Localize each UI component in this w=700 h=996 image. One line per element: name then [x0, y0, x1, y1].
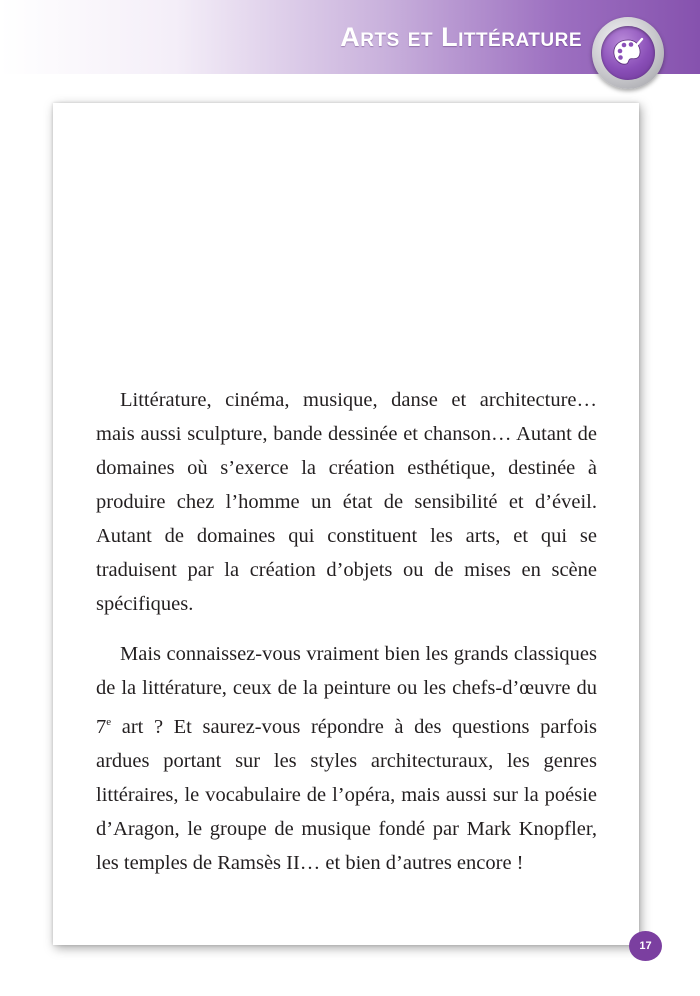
ordinal-superscript: e: [106, 716, 112, 728]
palette-icon: [609, 34, 647, 72]
paragraph-2-end: art ? Et saurez-vous répondre à des questions parfois ardues portant sur les styles architecturaux, les genres littéraires, le vocabulaire de l’opéra, mais aussi sur la poésie d’Aragon, le groupe de musique fondé par Mark Knopfler, les temples de Ramsès II… et bien d’autres encore !: [96, 715, 597, 874]
paragraph-2-start: Mais connaissez-vous vraiment bien les grands classiques de la littérature, ceux de la peinture ou les chefs-d’œuvre du 7: [96, 643, 597, 738]
intro-paragraph-2: [96, 637, 597, 880]
category-badge: [592, 17, 664, 89]
intro-paragraph-1: Littérature, cinéma, musique, danse et architecture… mais aussi sculpture, bande dessinée et chanson… Autant de domaines où s’exerce la création esthétique, destinée à produire chez l’homme un état de sensibilité et d’éveil. Autant de domaines qui constituent les arts, et qui se traduisent par la création d’objets ou de mises en scène spécifiques.: [96, 389, 597, 615]
page-title: Arts et Littérature: [340, 22, 582, 52]
page-number: 17: [629, 931, 662, 961]
intro-text: [96, 383, 597, 880]
